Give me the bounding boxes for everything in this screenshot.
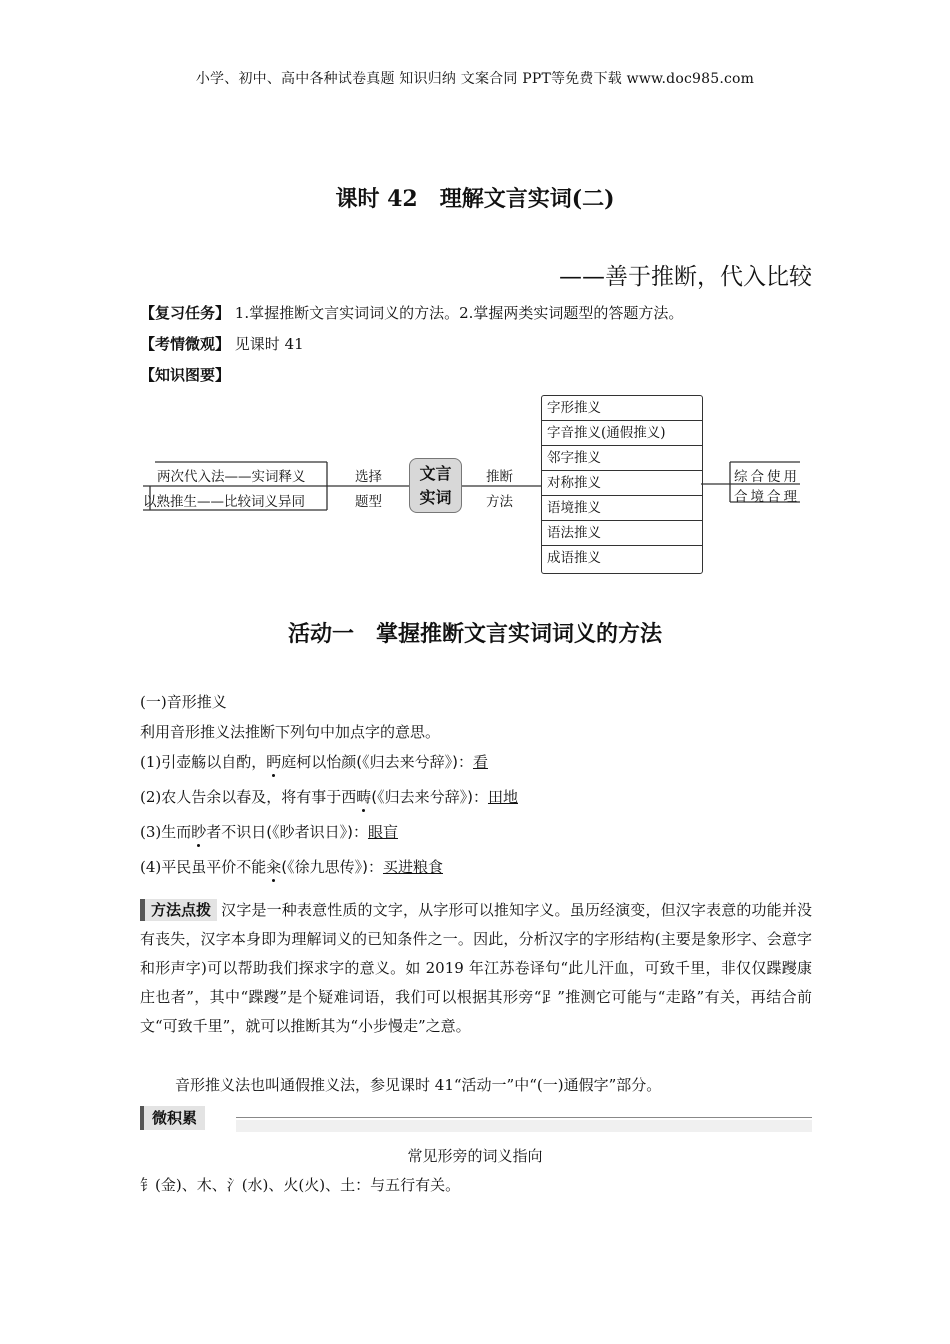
- question-item-2: (2)农人告余以春及，将有事于西畴(《归去来兮辞》)：田地: [140, 788, 518, 806]
- method-item: 字音推义(通假推义): [542, 421, 702, 446]
- exam-text: 见课时 41: [234, 335, 304, 353]
- diagram-summary-2: 合境合理: [734, 489, 800, 505]
- dotted-char: 眄: [266, 753, 282, 771]
- diagram-lines: [0, 0, 950, 600]
- page-title: 课时 42 理解文言实词(二): [335, 186, 615, 212]
- method-item: 语法推义: [542, 521, 702, 546]
- exam-tag: 【考情微观】: [140, 335, 231, 353]
- answer: 看: [472, 753, 488, 771]
- diagram-method-list: [541, 395, 703, 574]
- method-item: 对称推义: [542, 471, 702, 496]
- accumulate-line: 钅(金)、木、氵(水)、火(火)、土：与五行有关。: [140, 1176, 461, 1194]
- accumulate-bar: [140, 1106, 812, 1132]
- accumulate-heading: 常见形旁的词义指向: [407, 1147, 543, 1165]
- diagram-center-line-2: 实词: [419, 488, 452, 507]
- diagram-left-item-1: 两次代入法——实词释义: [157, 469, 306, 485]
- section-heading: (一)音形推义: [140, 693, 227, 711]
- method-item: 字形推义: [542, 396, 702, 421]
- section-instruction: 利用音形推义法推断下列句中加点字的意思。: [140, 723, 441, 741]
- dotted-char: 籴: [266, 858, 282, 876]
- diagram-right-label-1: 推断: [486, 469, 513, 485]
- method-text: 汉字是一种表意性质的文字，从字形可以推知字义。虽历经演变，但汉字表意的功能并没有丧失，汉字本身即为理解词义的已知条件之一。因此，分析汉字的字形结构(主要是象形字、会意字和形声字)可以帮助我们探求字的意义。如 2019 年江苏卷译句“此儿汗血，可致千里，非仅仅蹀躞康庄也者”，其中“蹀躞”是个疑难词语，我们可以根据其形旁“𧾷”推测它可能与“走路”有关，再结合前文“可致千里”，就可以推断其为“小步慢走”之意。: [140, 901, 812, 1035]
- answer: 眼盲: [367, 823, 398, 841]
- diagram-left-label-2: 题型: [355, 494, 382, 510]
- review-task-tag: 【复习任务】: [140, 304, 231, 322]
- diagram-left-item-2: 以熟推生——比较词义异同: [143, 494, 305, 510]
- review-task-text: 1.掌握推断文言实词词义的方法。2.掌握两类实词题型的答题方法。: [234, 304, 684, 322]
- question-item-1: (1)引壶觞以自酌，眄庭柯以怡颜(《归去来兮辞》)：看: [140, 753, 488, 771]
- diagram-left-label-1: 选择: [355, 469, 382, 485]
- answer: 田地: [487, 788, 518, 806]
- method-item: 语境推义: [542, 496, 702, 521]
- diagram-center-node: [409, 458, 462, 513]
- accumulate-shade: [236, 1120, 812, 1132]
- accumulate-rule: [236, 1117, 812, 1118]
- accumulate-badge: 微积累: [140, 1106, 205, 1130]
- method-item: 成语推义: [547, 550, 601, 566]
- page-header: 小学、初中、高中各种试卷真题 知识归纳 文案合同 PPT等免费下载 www.doc985.com: [195, 71, 755, 87]
- page-subtitle: ——善于推断，代入比较: [559, 264, 812, 290]
- diagram-center-line-1: 文言: [419, 464, 452, 483]
- method-item: 邻字推义: [542, 446, 702, 471]
- knowledge-tag: 【知识图要】: [140, 366, 231, 384]
- method-badge: 方法点拨: [140, 899, 217, 921]
- answer: 买进粮食: [382, 858, 443, 876]
- activity-title: 活动一 掌握推断文言实词词义的方法: [287, 621, 662, 647]
- diagram-right-label-2: 方法: [486, 494, 513, 510]
- question-item-3: (3)生而眇者不识日(《眇者识日》)：眼盲: [140, 823, 398, 841]
- dotted-char: 畴: [356, 788, 372, 806]
- method-note: 音形推义法也叫通假推义法，参见课时 41“活动一”中“(一)通假字”部分。: [175, 1076, 662, 1094]
- question-item-4: (4)平民虽平价不能籴(《徐九思传》)：买进粮食: [140, 858, 443, 876]
- dotted-char: 眇: [191, 823, 207, 841]
- diagram-summary-1: 综合使用: [734, 469, 800, 485]
- method-paragraph: [140, 896, 812, 1041]
